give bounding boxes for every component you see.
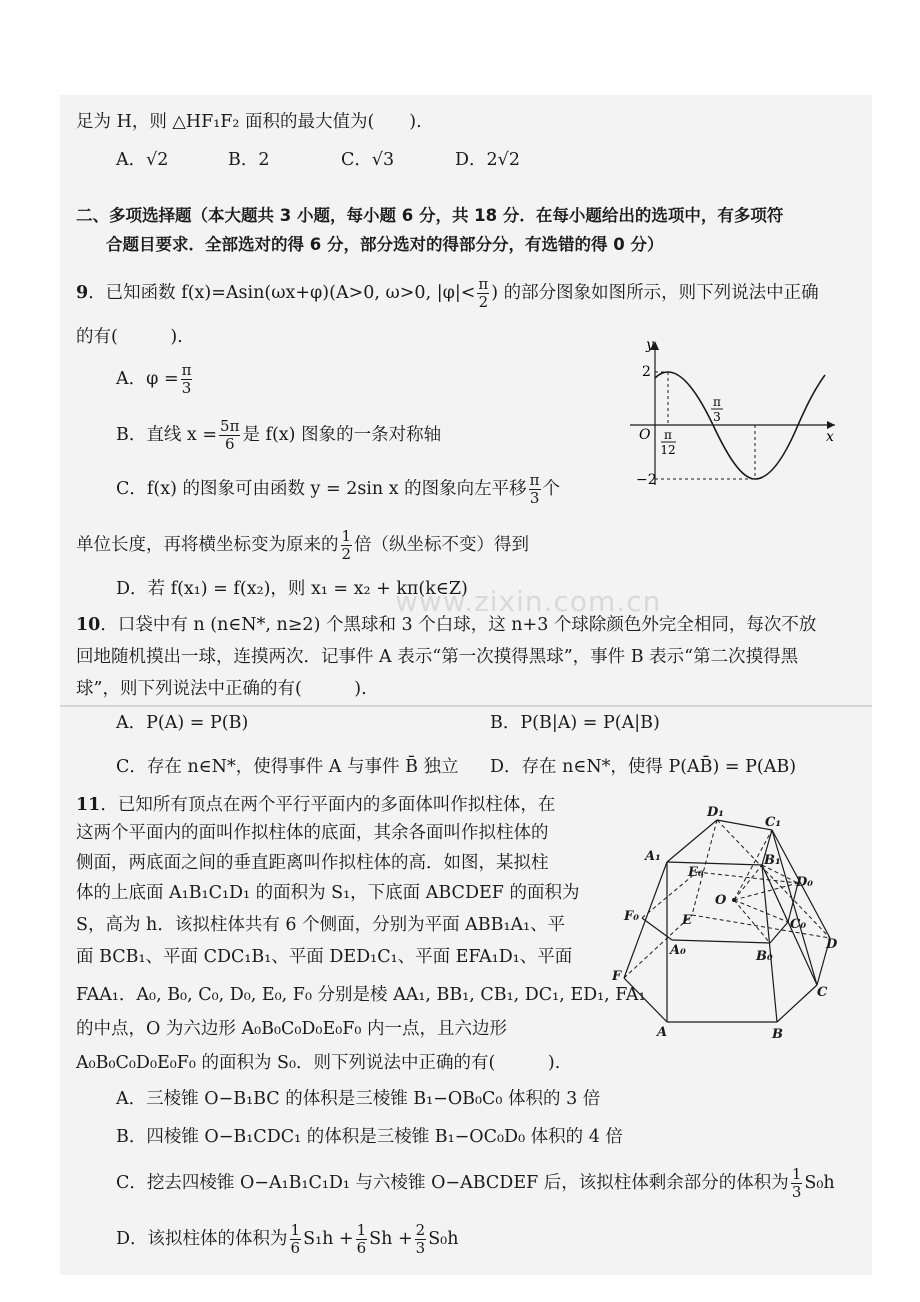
origin-label: O [639,427,651,443]
watermark: www.zixin.com.cn [395,585,662,618]
label-d1: D₁ [707,805,724,820]
label-c1: C₁ [765,815,782,830]
q8-option-c: C．√3 [341,150,395,170]
y-max-label: 2 [642,364,651,380]
x-label: x [826,429,834,445]
label-c0: C₀ [790,917,807,932]
q10-option-b: B．P(B|A) = P(A|B) [490,713,660,733]
q11-option-b: B．四棱锥 O−B₁CDC₁ 的体积是三棱锥 B₁−OC₀D₀ 体积的 4 倍 [116,1127,623,1147]
fraction: $\frac{\pi}{2}$ [478,275,489,311]
q9-option-c: C．f(x) 的图象可由函数 y = 2sin x 的图象向左平移 $\frac{\pi}{3}$ 个 [116,471,561,507]
q11-prismatoid-figure [612,800,852,1050]
q10-stem-line2: 回地随机摸出一球，连摸两次．记事件 A 表示“第一次摸得黑球”，事件 B 表示“第二次摸得黑 [76,647,799,667]
label-e0: E₀ [688,865,704,880]
label-d0: D₀ [796,875,813,890]
q8-option-b: B．2 [228,150,270,170]
q11-line6: 面 BCB₁、平面 CDC₁B₁、平面 DED₁C₁、平面 EFA₁D₁、平面 [76,947,573,967]
q11-option-a: A．三棱锥 O−B₁BC 的体积是三棱锥 B₁−OB₀C₀ 体积的 3 倍 [116,1089,601,1109]
tick-pi3-den: 3 [713,410,721,424]
fraction: $\frac{\pi}{3}$ [181,361,192,397]
label-c: C [817,985,828,1000]
q8-stem-tail: 足为 H，则 △HF₁F₂ 面积的最大值为( ). [76,112,422,132]
q11-line5: S，高为 h．该拟柱体共有 6 个侧面，分别为平面 ABB₁A₁、平 [76,915,566,935]
point-o [732,898,736,902]
q11-option-d: D．该拟柱体的体积为 $\frac{1}{6}$ S₁h + $\frac{1}{6}$ Sh + $\frac{2}{3}$ S₀h [116,1221,459,1257]
fraction: $\frac{1}{6}$ [290,1221,301,1257]
label-e: E [682,913,692,928]
tick-pi12-den: 12 [660,443,676,457]
q9-option-c-line2: 单位长度，再将横坐标变为原来的 $\frac{1}{2}$ 倍（纵坐标不变）得到 [76,527,530,563]
q9-stem: 9．已知函数 f(x)=Asin(ωx+φ)(A>0, ω>0, |φ|< $\frac{\pi}{2}$ ) 的部分图象如图所示，则下列说法中正确 [76,275,819,311]
q11-line9: A₀B₀C₀D₀E₀F₀ 的面积为 S₀．则下列说法中正确的有( ). [76,1053,561,1073]
label-f: F [612,969,622,984]
q8-option-a: A．√2 [116,150,169,170]
tick-pi12-num: π [664,428,672,442]
edge-a0b0 [672,940,770,943]
edge-b0c0 [770,922,788,943]
q11-line3: 侧面，两底面之间的垂直距离叫作拟柱体的高．如图，某拟柱 [76,853,549,873]
edge-a1d1 [667,820,717,862]
edge-fa [624,978,667,1022]
q10-option-a: A．P(A) = P(B) [116,713,249,733]
scan-fold-line [60,705,872,707]
edge-a1b1 [667,862,762,865]
o-to-b0 [734,900,770,943]
label-o: O [715,893,727,908]
label-b1: B₁ [764,853,781,868]
q9-option-d: D．若 f(x₁) = f(x₂)，则 x₁ = x₂ + kπ(k∈Z) [116,579,468,599]
edge-d1c1 [717,820,772,830]
q11-line2: 这两个平面内的面叫作拟柱体的底面，其余各面叫作拟柱体的 [76,823,549,843]
q10-option-d: D．存在 n∈N*，使得 P(AB̄) = P(AB) [490,757,797,777]
q10-number: 10 [76,615,101,635]
q11-line7: FAA₁．A₀, B₀, C₀, D₀, E₀, F₀ 分别是棱 AA₁, BB₁, CB₁, DC₁, ED₁, FA₁ [76,985,646,1005]
q11-number: 11 [76,795,101,815]
x-axis-arrow [827,421,835,429]
q8-option-d: D．2√2 [455,150,520,170]
fraction: $\frac{1}{6}$ [356,1221,367,1257]
section-2-heading: 二、多项选择题（本大题共 3 小题，每小题 6 分，共 18 分．在每小题给出的选项中，有多项符 [76,206,784,225]
q9-sine-graph [620,335,845,495]
q9-option-b: B．直线 x = $\frac{5\pi}{6}$ 是 f(x) 图象的一条对称轴 [116,417,442,453]
o-to-b1 [734,865,762,900]
edge-e0d0-hidden [697,872,798,883]
q10-option-c: C．存在 n∈N*，使得事件 A 与事件 B̄ 独立 [116,757,459,777]
label-d: D [826,937,838,952]
q11-line4: 体的上底面 A₁B₁C₁D₁ 的面积为 S₁，下底面 ABCDEF 的面积为 [76,883,580,903]
label-b0: B₀ [756,949,773,964]
fraction: $\frac{1}{3}$ [791,1165,802,1201]
y-min-label: −2 [636,472,657,488]
label-b: B [772,1027,783,1042]
q9-option-a: A．φ = $\frac{\pi}{3}$ [116,361,192,397]
fraction: $\frac{1}{2}$ [341,527,352,563]
tick-pi3-num: π [713,395,721,409]
label-f0: F₀ [624,909,639,924]
label-a: A [657,1025,668,1040]
edge-d1d-hidden [717,820,830,938]
o-to-d0 [734,883,798,900]
q9-number: 9 [76,283,89,303]
section-2-heading-line2: 合题目要求．全部选对的得 6 分，部分选对的得部分分，有选错的得 0 分） [106,235,664,254]
q10-stem: 10．口袋中有 n (n∈N*, n≥2) 个黑球和 3 个白球，这 n+3 个球除颜色外完全相同，每次不放 [76,615,817,635]
q11-stem: 11．已知所有顶点在两个平行平面内的多面体叫作拟柱体，在 [76,795,556,815]
fraction: $\frac{2}{3}$ [415,1221,426,1257]
q10-stem-line3: 球”，则下列说法中正确的有( ). [76,679,367,699]
edge-ed-hidden [692,915,830,938]
edge-bc [777,985,817,1022]
label-a1: A₁ [645,849,661,864]
fraction: $\frac{5\pi}{6}$ [220,417,240,453]
y-label: y [646,337,654,353]
fraction: $\frac{\pi}{3}$ [529,471,540,507]
q11-line8: 的中点，O 为六边形 A₀B₀C₀D₀E₀F₀ 内一点，且六边形 [76,1019,507,1039]
q9-stem-line2: 的有( ). [76,327,183,347]
q11-option-c: C．挖去四棱锥 O−A₁B₁C₁D₁ 与六棱锥 O−ABCDEF 后，该拟柱体剩余部分的体积为 $\frac{1}{3}$ S₀h [116,1165,835,1201]
label-a0: A₀ [670,943,686,958]
